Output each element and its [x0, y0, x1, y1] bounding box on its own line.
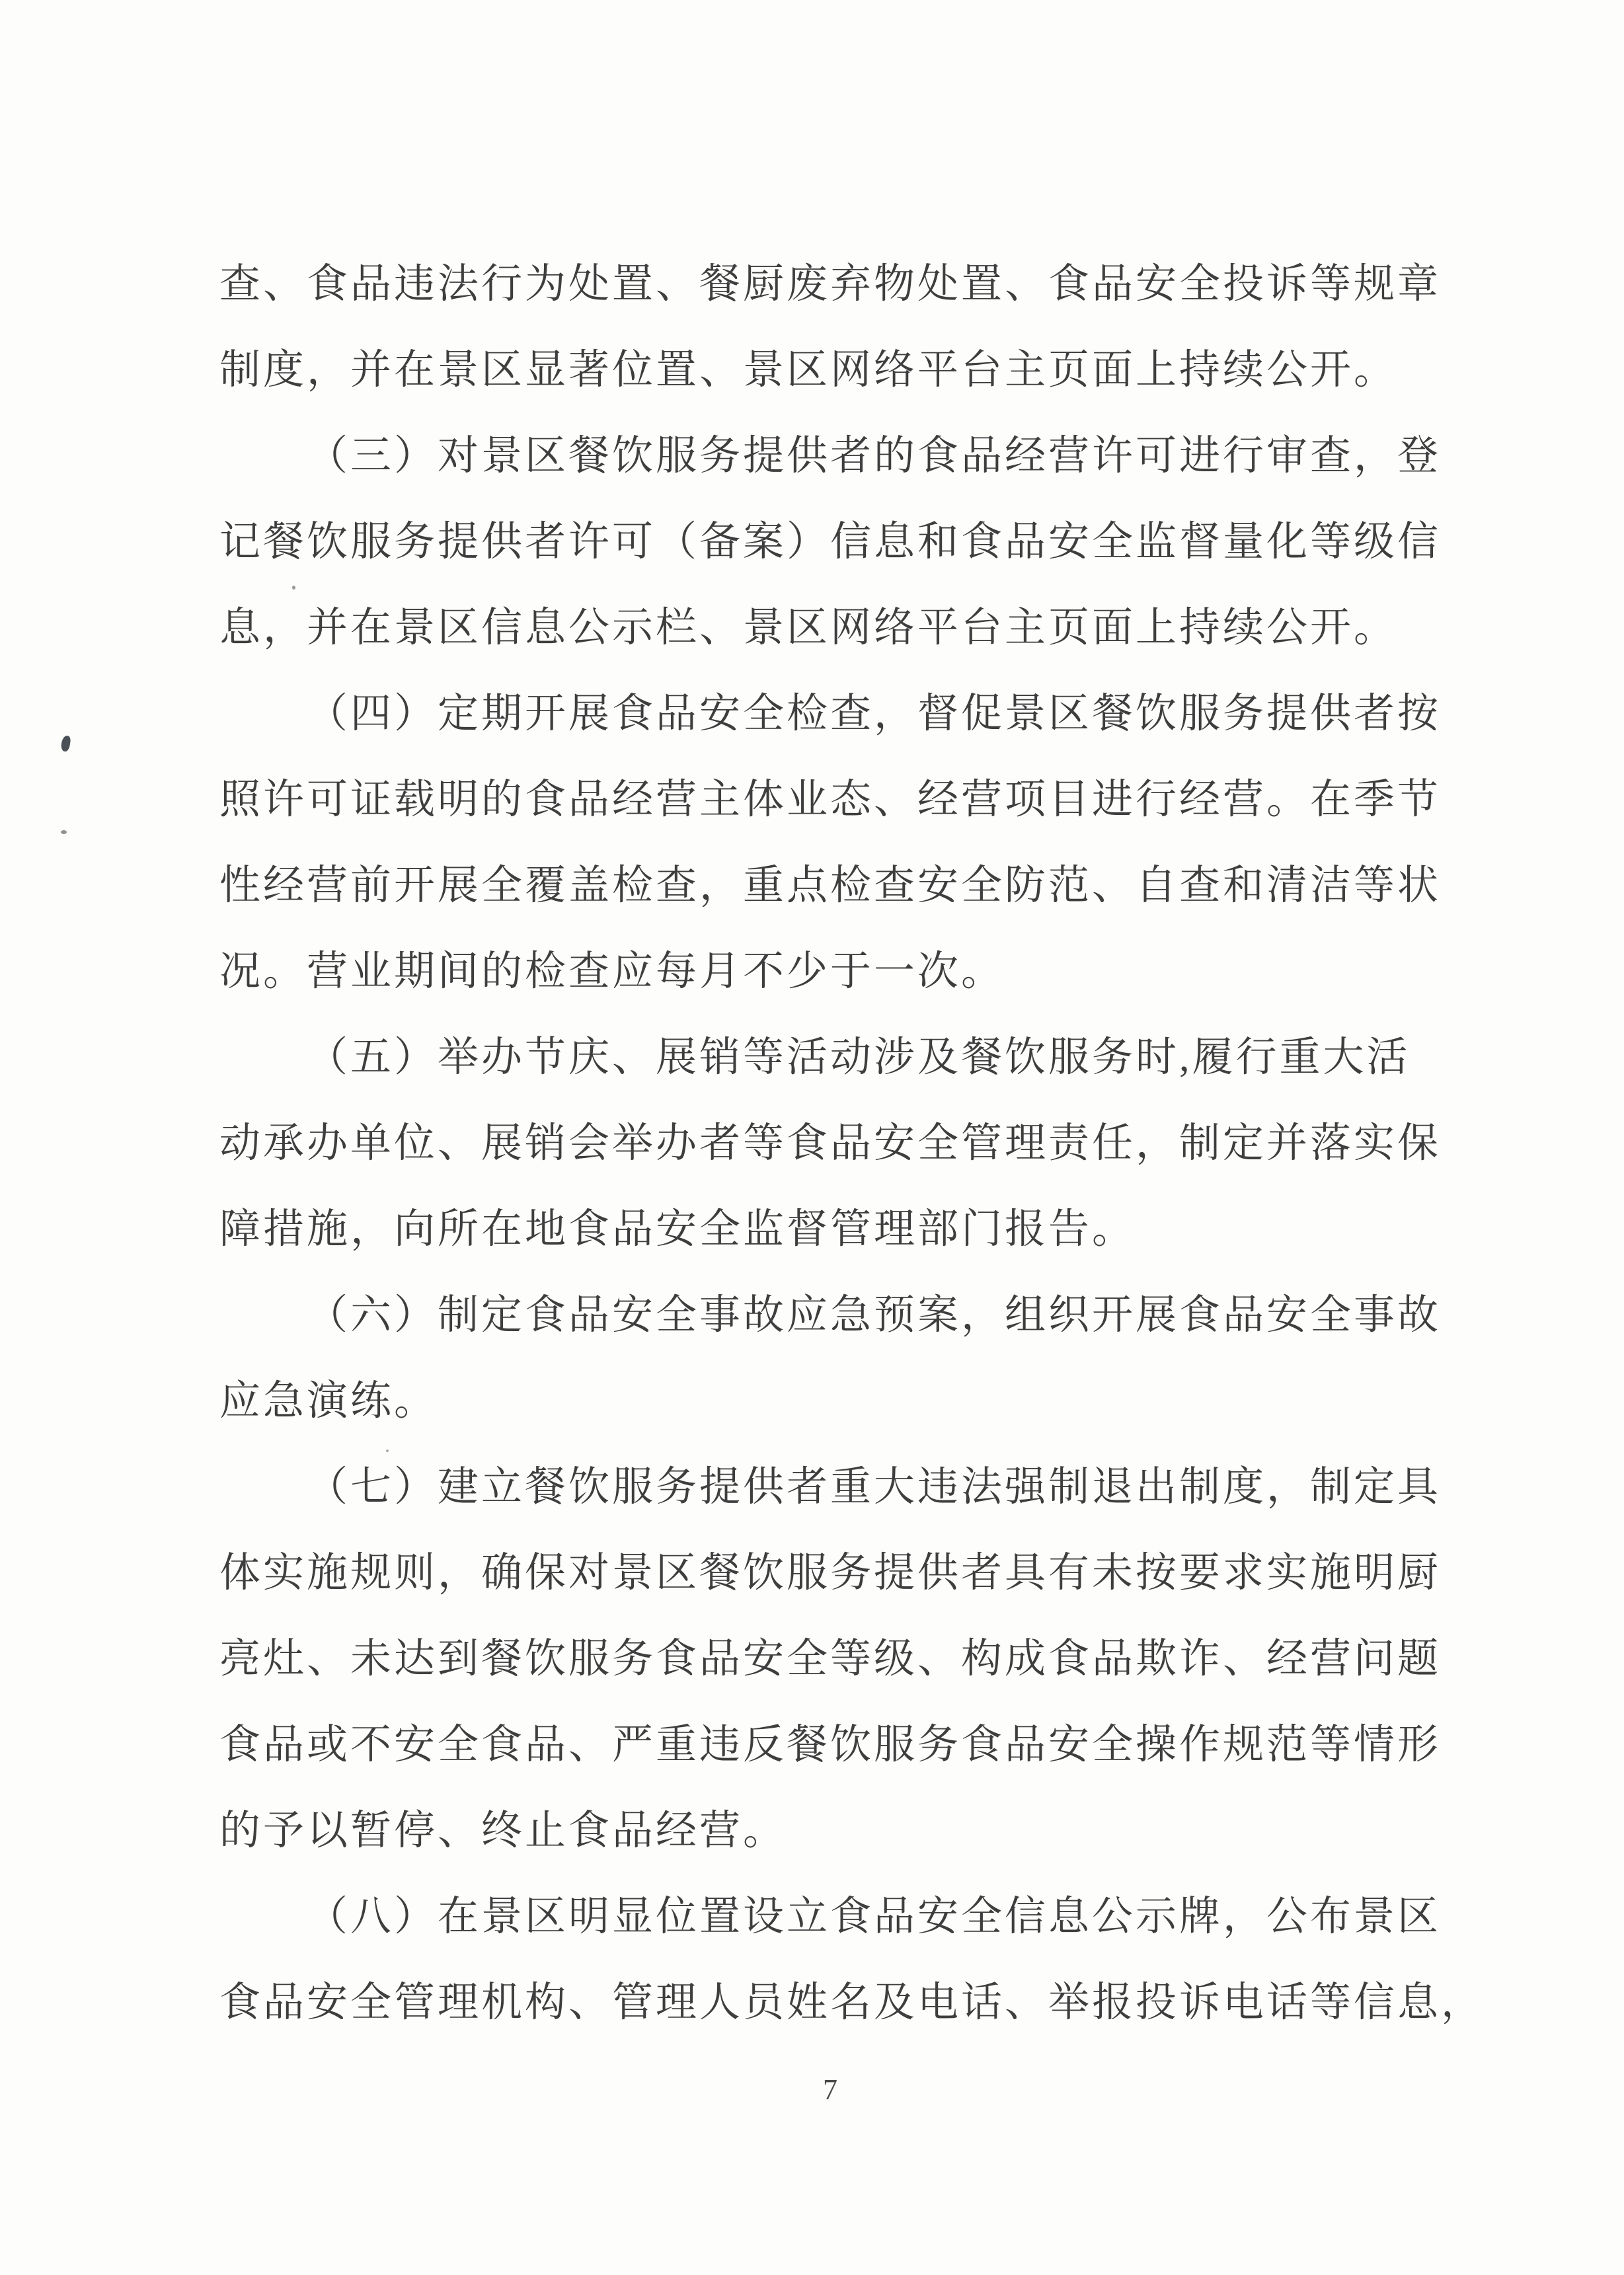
text-line: （七）建立餐饮服务提供者重大违法强制退出制度，制定具 — [307, 1465, 1442, 1510]
text-line: 照许可证载明的食品经营主体业态、经营项目进行经营。在季节 — [219, 777, 1442, 822]
text-line: 食品安全管理机构、管理人员姓名及电话、举报投诉电话等信息， — [219, 1980, 1485, 2025]
text-line: 况。营业期间的检查应每月不少于一次。 — [219, 949, 1005, 994]
text-line: 动承办单位、展销会举办者等食品安全管理责任，制定并落实保 — [219, 1121, 1442, 1166]
text-line: 亮灶、未达到餐饮服务食品安全等级、构成食品欺诈、经营问题 — [219, 1637, 1442, 1681]
text-line: （八）在景区明显位置设立食品安全信息公示牌，公布景区 — [307, 1894, 1442, 1939]
text-line: （三）对景区餐饮服务提供者的食品经营许可进行审查，登 — [307, 434, 1442, 479]
text-line: 障措施，向所在地食品安全监督管理部门报告。 — [219, 1207, 1136, 1252]
text-line: 查、食品违法行为处置、餐厨废弃物处置、食品安全投诉等规章 — [219, 262, 1442, 307]
text-line: 食品或不安全食品、严重违反餐饮服务食品安全操作规范等情形 — [219, 1722, 1442, 1767]
text-line: 息，并在景区信息公示栏、景区网络平台主页面上持续公开。 — [219, 605, 1398, 650]
ink-speck — [61, 830, 67, 834]
document-body — [219, 241, 1485, 2046]
text-line: （六）制定食品安全事故应急预案，组织开展食品安全事故 — [307, 1293, 1442, 1338]
text-line: 的予以暂停、终止食品经营。 — [219, 1808, 787, 1853]
text-line: 制度，并在景区显著位置、景区网络平台主页面上持续公开。 — [219, 348, 1398, 393]
text-line: （四）定期开展食品安全检查，督促景区餐饮服务提供者按 — [307, 691, 1442, 736]
text-line: 体实施规则，确保对景区餐饮服务提供者具有未按要求实施明厨 — [219, 1551, 1442, 1596]
ink-speck — [60, 735, 71, 752]
text-line: 记餐饮服务提供者许可（备案）信息和食品安全监督量化等级信 — [219, 520, 1442, 564]
text-line: （五）举办节庆、展销等活动涉及餐饮服务时,履行重大活 — [307, 1035, 1411, 1080]
page-number: 7 — [823, 2073, 837, 2106]
text-line: 应急演练。 — [219, 1379, 438, 1424]
text-line: 性经营前开展全覆盖检查，重点检查安全防范、自查和清洁等状 — [219, 863, 1442, 908]
